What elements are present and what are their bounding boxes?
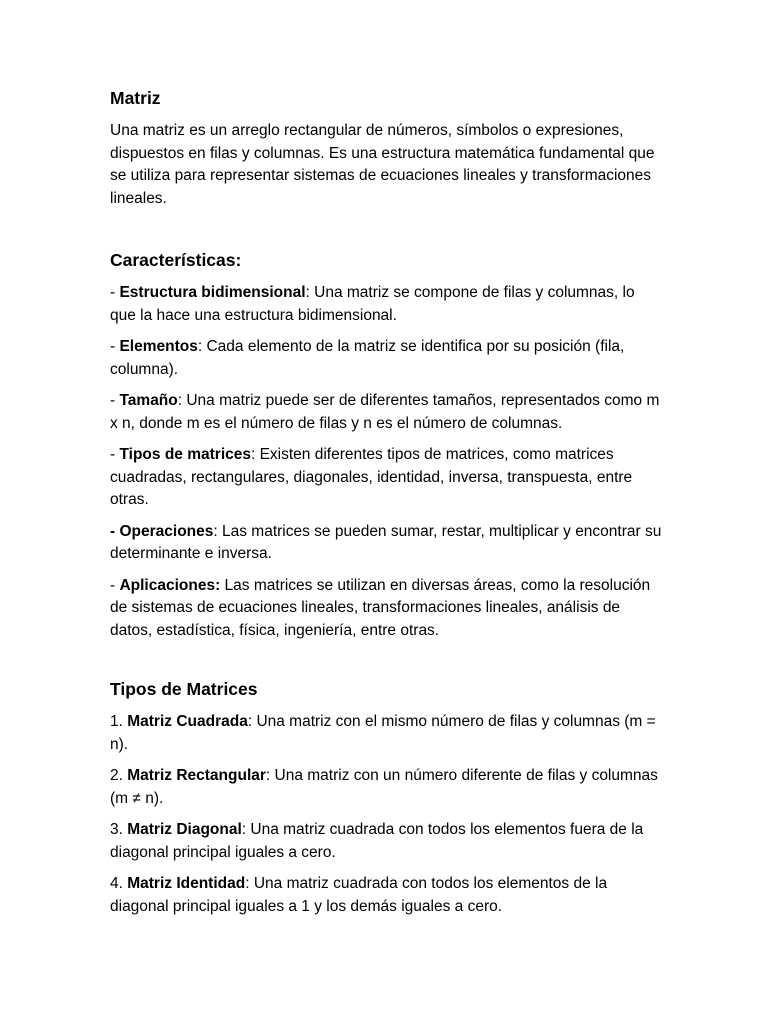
- item-term: Matriz Rectangular: [127, 767, 266, 784]
- caracteristicas-list: [110, 282, 662, 642]
- item-term: Estructura bidimensional: [119, 284, 306, 301]
- item-prefix: -: [110, 338, 120, 355]
- item-term: Matriz Identidad: [127, 875, 246, 892]
- item-text: : Las matrices se pueden sumar, restar, multiplicar y encontrar su determinante e inversa.: [110, 522, 662, 562]
- item-prefix: -: [110, 576, 120, 594]
- list-item: [110, 390, 662, 435]
- intro-paragraph: Una matriz es un arreglo rectangular de números, símbolos o expresiones, dispuestos en filas y columnas. Es una estructura matemática fundamental que se utiliza para representar sistemas de ecuaciones lineales y transformaciones lineales.: [110, 122, 655, 207]
- list-item: [110, 711, 662, 756]
- tipos-list: [110, 711, 662, 918]
- list-item: [110, 336, 662, 381]
- item-number: 4.: [110, 875, 128, 892]
- list-item: [110, 765, 662, 810]
- item-term: Aplicaciones:: [119, 576, 221, 594]
- list-item: [110, 444, 662, 512]
- list-item: [110, 282, 662, 327]
- item-prefix: -: [110, 446, 120, 463]
- item-term: Elementos: [119, 338, 198, 355]
- item-prefix: -: [110, 392, 120, 409]
- heading-matriz: Matriz: [110, 88, 161, 108]
- item-text: : Cada elemento de la matriz se identifica por su posición (fila, columna).: [110, 338, 625, 378]
- item-text: : Una matriz con un número diferente de filas y columnas (m ≠ n).: [110, 767, 658, 807]
- item-number: 1.: [110, 713, 128, 730]
- item-text: : Una matriz con el mismo número de filas y columnas (m = n).: [110, 713, 656, 753]
- list-item: [110, 819, 662, 864]
- item-text: : Una matriz cuadrada con todos los elementos fuera de la diagonal principal iguales a cero.: [110, 821, 644, 861]
- item-number: 2.: [110, 767, 128, 784]
- item-term: Matriz Diagonal: [127, 821, 242, 838]
- item-term: Tamaño: [119, 392, 178, 409]
- item-prefix: -: [110, 284, 120, 301]
- item-term: Matriz Cuadrada: [127, 713, 248, 730]
- item-text: : Una matriz se compone de filas y columnas, lo que la hace una estructura bidimensional.: [110, 284, 635, 324]
- list-item: [110, 521, 662, 566]
- document-page: [110, 86, 662, 927]
- item-text: Las matrices se utilizan en diversas áreas, como la resolución de sistemas de ecuaciones lineales, transformaciones lineales, análisis de datos, estadística, física, ingeniería, entre otras.: [110, 576, 651, 639]
- list-item: [110, 575, 662, 643]
- item-text: : Existen diferentes tipos de matrices, como matrices cuadradas, rectangulares, diagonales, identidad, inversa, transpuesta, entre otras.: [110, 446, 633, 508]
- item-term: - Operaciones: [110, 522, 214, 540]
- item-text: : Una matriz cuadrada con todos los elementos de la diagonal principal iguales a 1 y los demás iguales a cero.: [110, 875, 608, 915]
- heading-tipos-de-matrices: Tipos de Matrices: [110, 679, 258, 699]
- item-text: : Una matriz puede ser de diferentes tamaños, representados como m x n, donde m es el número de filas y n es el número de columnas.: [110, 392, 660, 432]
- heading-caracteristicas: Características:: [110, 250, 242, 270]
- item-term: Tipos de matrices: [119, 446, 251, 463]
- list-item: [110, 873, 662, 918]
- item-number: 3.: [110, 821, 128, 838]
